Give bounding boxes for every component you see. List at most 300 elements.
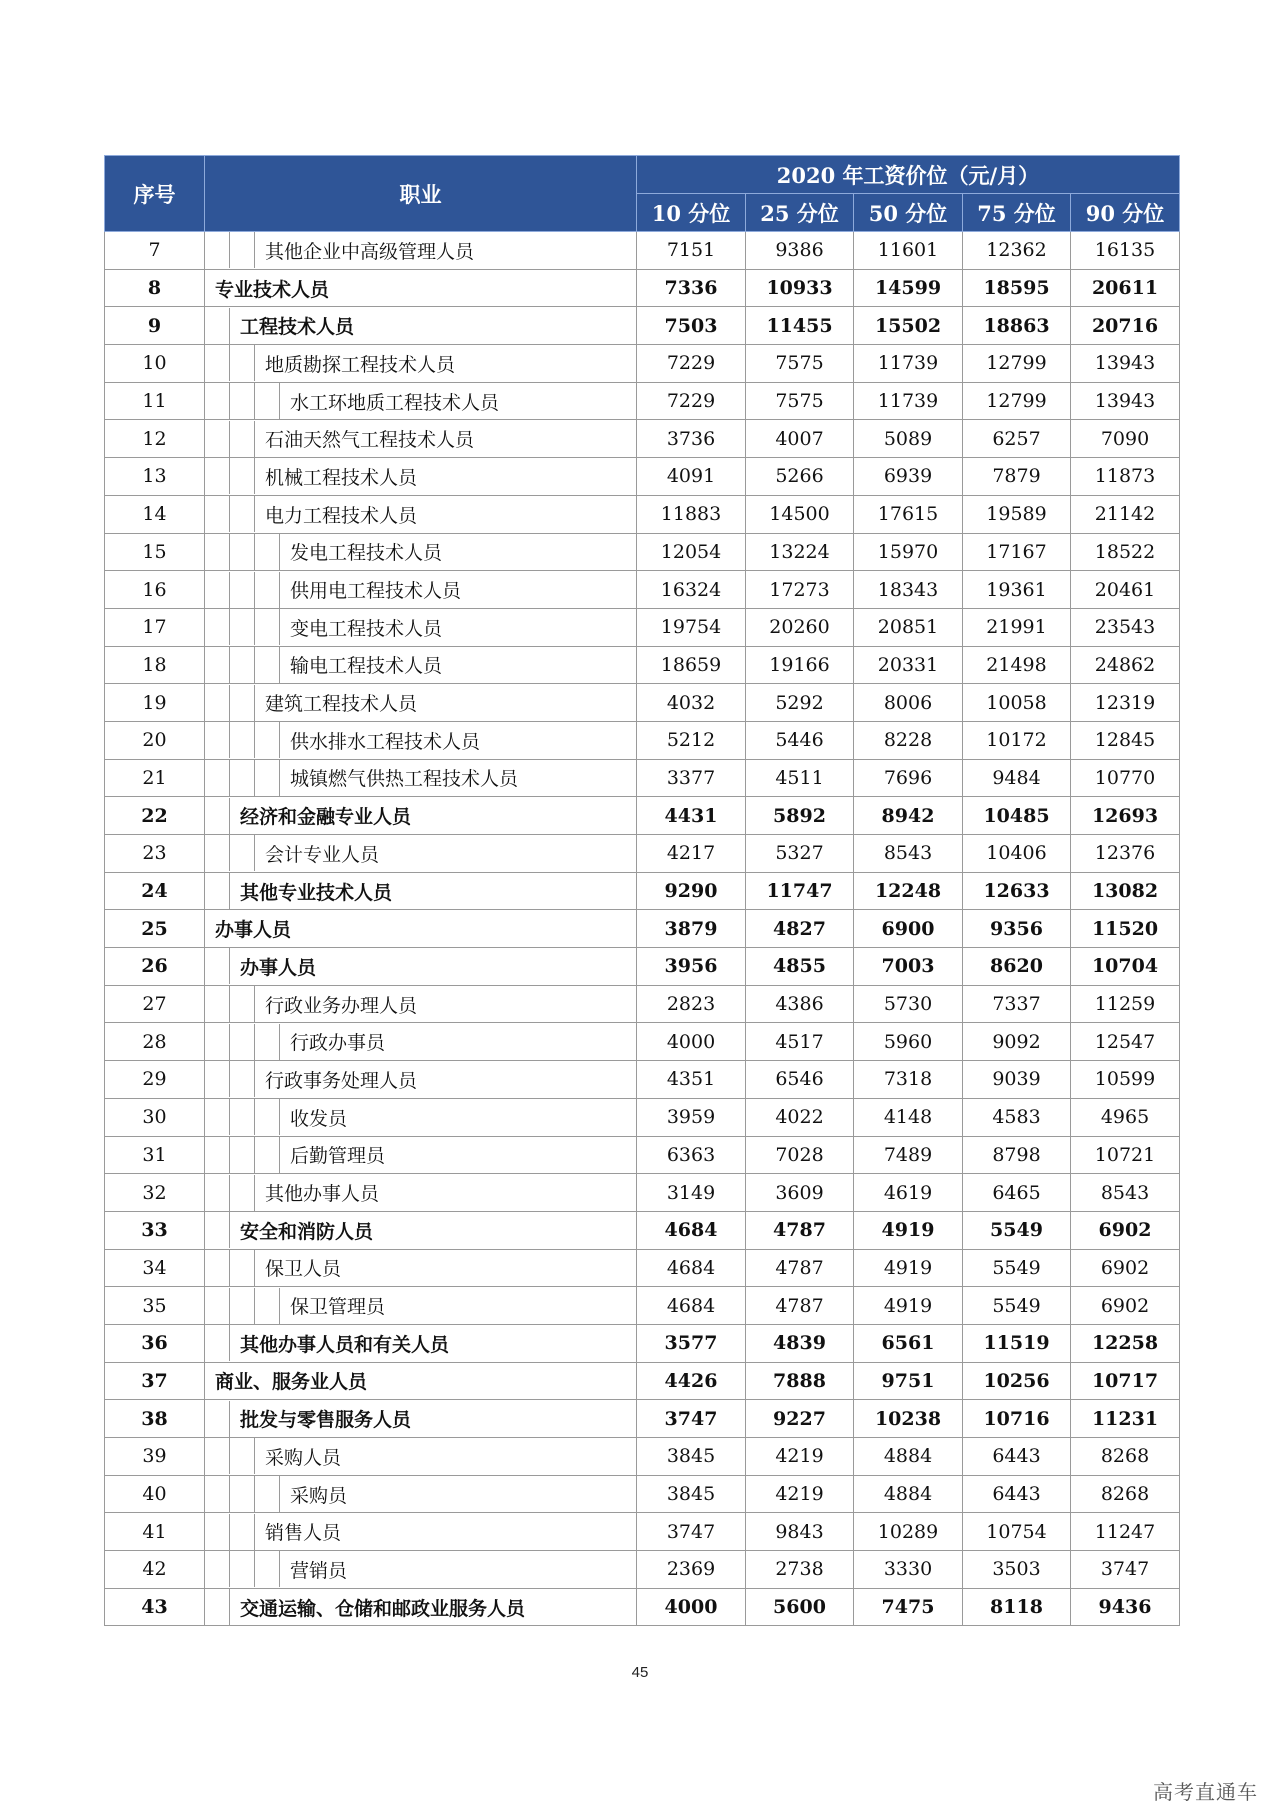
row-p75: 8118: [963, 1588, 1071, 1626]
indent-divider: [205, 1061, 230, 1097]
indent-divider: [205, 421, 230, 457]
row-p25: 3609: [746, 1174, 854, 1212]
row-p10: 7336: [637, 269, 746, 307]
table-row: [105, 1249, 1180, 1287]
header-p90: 90 分位: [1071, 194, 1180, 232]
row-p10: 3845: [637, 1475, 746, 1513]
table-row: [105, 1362, 1180, 1400]
row-seq: 34: [105, 1249, 205, 1287]
row-seq: 8: [105, 269, 205, 307]
row-occupation-cell: [205, 1438, 637, 1476]
indent-divider: [205, 1175, 230, 1211]
indent-divider: [205, 345, 230, 381]
indent-divider: [255, 1551, 280, 1587]
row-p25: 4517: [746, 1023, 854, 1061]
row-seq: 7: [105, 232, 205, 270]
table-row: [105, 1400, 1180, 1438]
row-occupation-cell: [205, 1588, 637, 1626]
header-occupation: 职业: [205, 156, 637, 232]
row-seq: 21: [105, 759, 205, 797]
indent-divider: [255, 1288, 280, 1324]
header-p10: 10 分位: [637, 194, 746, 232]
row-p25: 19166: [746, 646, 854, 684]
indent-divider: [205, 308, 230, 344]
table-row: [105, 835, 1180, 873]
row-occupation: 保卫管理员: [290, 1296, 386, 1319]
row-p50: 9751: [854, 1362, 963, 1400]
row-p25: 14500: [746, 495, 854, 533]
row-p25: 5292: [746, 684, 854, 722]
row-occupation-cell: [205, 1400, 637, 1438]
row-p75: 9092: [963, 1023, 1071, 1061]
row-p75: 10716: [963, 1400, 1071, 1438]
header-wage-group: 2020 年工资价位（元/月）: [637, 156, 1180, 194]
row-occupation-cell: [205, 1551, 637, 1589]
row-p25: 7888: [746, 1362, 854, 1400]
row-p10: 11883: [637, 495, 746, 533]
row-p50: 5730: [854, 985, 963, 1023]
wage-table-container: [104, 155, 1179, 1626]
row-p50: 7475: [854, 1588, 963, 1626]
row-occupation-cell: [205, 985, 637, 1023]
indent-divider: [230, 1061, 255, 1097]
row-p50: 15970: [854, 533, 963, 571]
row-p90: 8268: [1071, 1475, 1180, 1513]
row-p75: 6443: [963, 1475, 1071, 1513]
row-p75: 6443: [963, 1438, 1071, 1476]
row-occupation-cell: [205, 759, 637, 797]
row-p50: 7489: [854, 1136, 963, 1174]
table-row: [105, 721, 1180, 759]
indent-divider: [205, 948, 230, 984]
row-p75: 9484: [963, 759, 1071, 797]
row-p10: 4091: [637, 458, 746, 496]
row-p75: 8620: [963, 948, 1071, 986]
row-p10: 4684: [637, 1287, 746, 1325]
row-p75: 8798: [963, 1136, 1071, 1174]
row-p90: 11247: [1071, 1513, 1180, 1551]
row-p90: 6902: [1071, 1249, 1180, 1287]
row-occupation-cell: [205, 1249, 637, 1287]
row-p75: 3503: [963, 1551, 1071, 1589]
row-p50: 5089: [854, 420, 963, 458]
row-p10: 4217: [637, 835, 746, 873]
row-p10: 7229: [637, 345, 746, 383]
row-p50: 7318: [854, 1061, 963, 1099]
row-p75: 10058: [963, 684, 1071, 722]
row-p50: 6900: [854, 910, 963, 948]
row-occupation: 机械工程技术人员: [265, 466, 418, 489]
row-occupation-cell: [205, 307, 637, 345]
row-p10: 9290: [637, 872, 746, 910]
table-row: [105, 910, 1180, 948]
header-p25: 25 分位: [746, 194, 854, 232]
row-occupation: 输电工程技术人员: [290, 655, 443, 678]
indent-divider: [205, 722, 230, 758]
indent-divider: [255, 1137, 280, 1173]
row-occupation-cell: [205, 420, 637, 458]
indent-divider: [230, 1024, 255, 1060]
indent-divider: [205, 647, 230, 683]
row-p10: 3149: [637, 1174, 746, 1212]
row-occupation: 行政事务处理人员: [265, 1069, 418, 1092]
page-number: 45: [631, 1664, 649, 1681]
row-p75: 9356: [963, 910, 1071, 948]
row-occupation-cell: [205, 1362, 637, 1400]
row-p50: 4884: [854, 1475, 963, 1513]
row-p50: 18343: [854, 571, 963, 609]
row-occupation: 建筑工程技术人员: [265, 693, 418, 716]
row-p75: 21498: [963, 646, 1071, 684]
row-occupation: 经济和金融专业人员: [240, 806, 412, 829]
row-p50: 4919: [854, 1287, 963, 1325]
indent-divider: [205, 986, 230, 1022]
row-p10: 4426: [637, 1362, 746, 1400]
row-p90: 20461: [1071, 571, 1180, 609]
row-p90: 12376: [1071, 835, 1180, 873]
indent-divider: [230, 1099, 255, 1135]
indent-divider: [255, 722, 280, 758]
row-p75: 18595: [963, 269, 1071, 307]
indent-divider: [230, 1551, 255, 1587]
row-p10: 16324: [637, 571, 746, 609]
row-p25: 4787: [746, 1211, 854, 1249]
row-p25: 9386: [746, 232, 854, 270]
indent-divider: [230, 835, 255, 871]
header-seq: 序号: [105, 156, 205, 232]
row-p50: 5960: [854, 1023, 963, 1061]
row-occupation: 采购员: [290, 1484, 348, 1507]
indent-divider: [205, 835, 230, 871]
row-occupation-cell: [205, 910, 637, 948]
row-p90: 10770: [1071, 759, 1180, 797]
table-row: [105, 1588, 1180, 1626]
row-seq: 24: [105, 872, 205, 910]
row-occupation: 其他办事人员和有关人员: [240, 1333, 450, 1356]
row-occupation-cell: [205, 684, 637, 722]
row-occupation-cell: [205, 1475, 637, 1513]
row-seq: 28: [105, 1023, 205, 1061]
indent-divider: [230, 421, 255, 457]
row-p90: 6902: [1071, 1211, 1180, 1249]
table-row: [105, 1475, 1180, 1513]
indent-divider: [230, 1175, 255, 1211]
row-p75: 21991: [963, 608, 1071, 646]
row-p75: 4583: [963, 1098, 1071, 1136]
row-occupation-cell: [205, 458, 637, 496]
row-occupation-cell: [205, 533, 637, 571]
row-p10: 3747: [637, 1400, 746, 1438]
row-seq: 31: [105, 1136, 205, 1174]
row-p90: 3747: [1071, 1551, 1180, 1589]
row-p50: 6561: [854, 1324, 963, 1362]
row-occupation: 行政办事员: [290, 1032, 386, 1055]
row-p50: 4619: [854, 1174, 963, 1212]
row-p75: 6465: [963, 1174, 1071, 1212]
row-p25: 9227: [746, 1400, 854, 1438]
row-seq: 41: [105, 1513, 205, 1551]
row-p50: 17615: [854, 495, 963, 533]
row-p25: 4511: [746, 759, 854, 797]
row-p25: 2738: [746, 1551, 854, 1589]
row-p90: 12845: [1071, 721, 1180, 759]
row-occupation: 工程技术人员: [240, 316, 355, 339]
indent-divider: [205, 1551, 230, 1587]
indent-divider: [230, 458, 255, 494]
indent-divider: [230, 232, 255, 268]
indent-divider: [205, 1288, 230, 1324]
row-occupation-cell: [205, 835, 637, 873]
row-p75: 12799: [963, 382, 1071, 420]
indent-divider: [205, 798, 230, 834]
indent-divider: [205, 873, 230, 909]
row-seq: 17: [105, 608, 205, 646]
row-seq: 33: [105, 1211, 205, 1249]
indent-divider: [230, 647, 255, 683]
row-p90: 8268: [1071, 1438, 1180, 1476]
row-p10: 12054: [637, 533, 746, 571]
row-p10: 3377: [637, 759, 746, 797]
row-occupation-cell: [205, 646, 637, 684]
row-p25: 7028: [746, 1136, 854, 1174]
row-p50: 10238: [854, 1400, 963, 1438]
row-occupation: 会计专业人员: [265, 843, 380, 866]
row-seq: 9: [105, 307, 205, 345]
table-row: [105, 684, 1180, 722]
row-occupation-cell: [205, 1513, 637, 1551]
row-occupation: 采购人员: [265, 1446, 342, 1469]
row-p90: 10721: [1071, 1136, 1180, 1174]
indent-divider: [205, 496, 230, 532]
row-p50: 4919: [854, 1249, 963, 1287]
header-p75: 75 分位: [963, 194, 1071, 232]
indent-divider: [205, 1024, 230, 1060]
row-p10: 7229: [637, 382, 746, 420]
indent-divider: [230, 1250, 255, 1286]
table-row: [105, 345, 1180, 383]
row-occupation-cell: [205, 1324, 637, 1362]
header-p50: 50 分位: [854, 194, 963, 232]
row-p10: 4000: [637, 1588, 746, 1626]
row-p25: 9843: [746, 1513, 854, 1551]
row-occupation-cell: [205, 721, 637, 759]
table-row: [105, 1023, 1180, 1061]
row-p90: 23543: [1071, 608, 1180, 646]
row-seq: 35: [105, 1287, 205, 1325]
row-occupation-cell: [205, 1061, 637, 1099]
row-p25: 4787: [746, 1249, 854, 1287]
row-p10: 3879: [637, 910, 746, 948]
row-p25: 5446: [746, 721, 854, 759]
row-seq: 20: [105, 721, 205, 759]
row-p50: 14599: [854, 269, 963, 307]
row-p25: 4219: [746, 1438, 854, 1476]
table-row: [105, 797, 1180, 835]
row-p50: 12248: [854, 872, 963, 910]
row-p90: 4965: [1071, 1098, 1180, 1136]
row-seq: 36: [105, 1324, 205, 1362]
row-p10: 18659: [637, 646, 746, 684]
row-occupation: 商业、服务业人员: [215, 1371, 368, 1394]
indent-divider: [230, 1288, 255, 1324]
row-p50: 10289: [854, 1513, 963, 1551]
row-p10: 3747: [637, 1513, 746, 1551]
row-p90: 16135: [1071, 232, 1180, 270]
indent-divider: [230, 496, 255, 532]
row-p75: 12362: [963, 232, 1071, 270]
row-p25: 5266: [746, 458, 854, 496]
row-p75: 6257: [963, 420, 1071, 458]
row-occupation-cell: [205, 1098, 637, 1136]
row-p10: 2823: [637, 985, 746, 1023]
indent-divider: [205, 383, 230, 419]
row-occupation-cell: [205, 872, 637, 910]
indent-divider: [205, 685, 230, 721]
row-p75: 5549: [963, 1249, 1071, 1287]
row-occupation: 批发与零售服务人员: [240, 1409, 412, 1432]
indent-divider: [255, 1099, 280, 1135]
row-p75: 10256: [963, 1362, 1071, 1400]
row-occupation-cell: [205, 1287, 637, 1325]
row-p75: 10754: [963, 1513, 1071, 1551]
row-p25: 11747: [746, 872, 854, 910]
row-p10: 19754: [637, 608, 746, 646]
table-row: [105, 608, 1180, 646]
row-p10: 3959: [637, 1098, 746, 1136]
row-occupation-cell: [205, 1136, 637, 1174]
row-p50: 4919: [854, 1211, 963, 1249]
row-occupation: 供用电工程技术人员: [290, 580, 462, 603]
indent-divider: [205, 1099, 230, 1135]
row-p90: 10704: [1071, 948, 1180, 986]
row-p25: 4007: [746, 420, 854, 458]
indent-divider: [230, 760, 255, 796]
table-row: [105, 495, 1180, 533]
table-row: [105, 1061, 1180, 1099]
row-p90: 8543: [1071, 1174, 1180, 1212]
row-p25: 6546: [746, 1061, 854, 1099]
table-row: [105, 1136, 1180, 1174]
table-row: [105, 759, 1180, 797]
row-p10: 6363: [637, 1136, 746, 1174]
row-p90: 13943: [1071, 345, 1180, 383]
indent-divider: [255, 572, 280, 608]
indent-divider: [205, 760, 230, 796]
table-row: [105, 1438, 1180, 1476]
indent-divider: [205, 1212, 230, 1248]
row-p10: 4351: [637, 1061, 746, 1099]
row-p75: 17167: [963, 533, 1071, 571]
row-seq: 29: [105, 1061, 205, 1099]
indent-divider: [205, 1438, 230, 1474]
row-p50: 8942: [854, 797, 963, 835]
row-p10: 5212: [637, 721, 746, 759]
indent-divider: [230, 383, 255, 419]
row-occupation-cell: [205, 495, 637, 533]
row-p50: 7696: [854, 759, 963, 797]
row-p90: 12258: [1071, 1324, 1180, 1362]
table-row: [105, 1098, 1180, 1136]
row-seq: 26: [105, 948, 205, 986]
indent-divider: [230, 685, 255, 721]
indent-divider: [205, 458, 230, 494]
row-p25: 11455: [746, 307, 854, 345]
row-p25: 4827: [746, 910, 854, 948]
row-p50: 11601: [854, 232, 963, 270]
row-seq: 16: [105, 571, 205, 609]
row-seq: 39: [105, 1438, 205, 1476]
indent-divider: [230, 534, 255, 570]
row-p75: 12633: [963, 872, 1071, 910]
row-p50: 4884: [854, 1438, 963, 1476]
watermark: 高考直通车: [1153, 1780, 1258, 1804]
row-p50: 8228: [854, 721, 963, 759]
table-row: [105, 232, 1180, 270]
row-p90: 11259: [1071, 985, 1180, 1023]
row-occupation: 城镇燃气供热工程技术人员: [290, 768, 519, 791]
row-p90: 10599: [1071, 1061, 1180, 1099]
row-seq: 10: [105, 345, 205, 383]
table-row: [105, 1174, 1180, 1212]
row-p25: 5600: [746, 1588, 854, 1626]
row-occupation-cell: [205, 1211, 637, 1249]
indent-divider: [230, 1476, 255, 1512]
row-p75: 7337: [963, 985, 1071, 1023]
row-occupation: 安全和消防人员: [240, 1220, 374, 1243]
row-p25: 7575: [746, 382, 854, 420]
row-p25: 4386: [746, 985, 854, 1023]
indent-divider: [255, 760, 280, 796]
indent-divider: [230, 345, 255, 381]
row-seq: 40: [105, 1475, 205, 1513]
row-occupation: 电力工程技术人员: [265, 504, 418, 527]
row-p90: 11873: [1071, 458, 1180, 496]
row-occupation: 发电工程技术人员: [290, 542, 443, 565]
indent-divider: [230, 1438, 255, 1474]
indent-divider: [230, 986, 255, 1022]
indent-divider: [230, 722, 255, 758]
wage-table: [104, 155, 1180, 1626]
row-p10: 2369: [637, 1551, 746, 1589]
row-p75: 11519: [963, 1324, 1071, 1362]
row-p25: 5327: [746, 835, 854, 873]
row-occupation: 变电工程技术人员: [290, 617, 443, 640]
indent-divider: [255, 1024, 280, 1060]
indent-divider: [255, 609, 280, 645]
indent-divider: [255, 647, 280, 683]
table-row: [105, 985, 1180, 1023]
row-seq: 30: [105, 1098, 205, 1136]
row-p25: 4855: [746, 948, 854, 986]
row-p25: 4022: [746, 1098, 854, 1136]
row-occupation-cell: [205, 269, 637, 307]
row-p50: 11739: [854, 382, 963, 420]
row-occupation-cell: [205, 1023, 637, 1061]
table-body: [105, 232, 1180, 1626]
row-occupation: 其他专业技术人员: [240, 881, 393, 904]
row-p50: 6939: [854, 458, 963, 496]
row-p90: 13943: [1071, 382, 1180, 420]
row-p75: 5549: [963, 1287, 1071, 1325]
row-seq: 11: [105, 382, 205, 420]
row-p25: 10933: [746, 269, 854, 307]
row-p90: 12693: [1071, 797, 1180, 835]
row-p90: 11231: [1071, 1400, 1180, 1438]
row-p75: 9039: [963, 1061, 1071, 1099]
row-seq: 22: [105, 797, 205, 835]
indent-divider: [205, 1476, 230, 1512]
row-seq: 32: [105, 1174, 205, 1212]
